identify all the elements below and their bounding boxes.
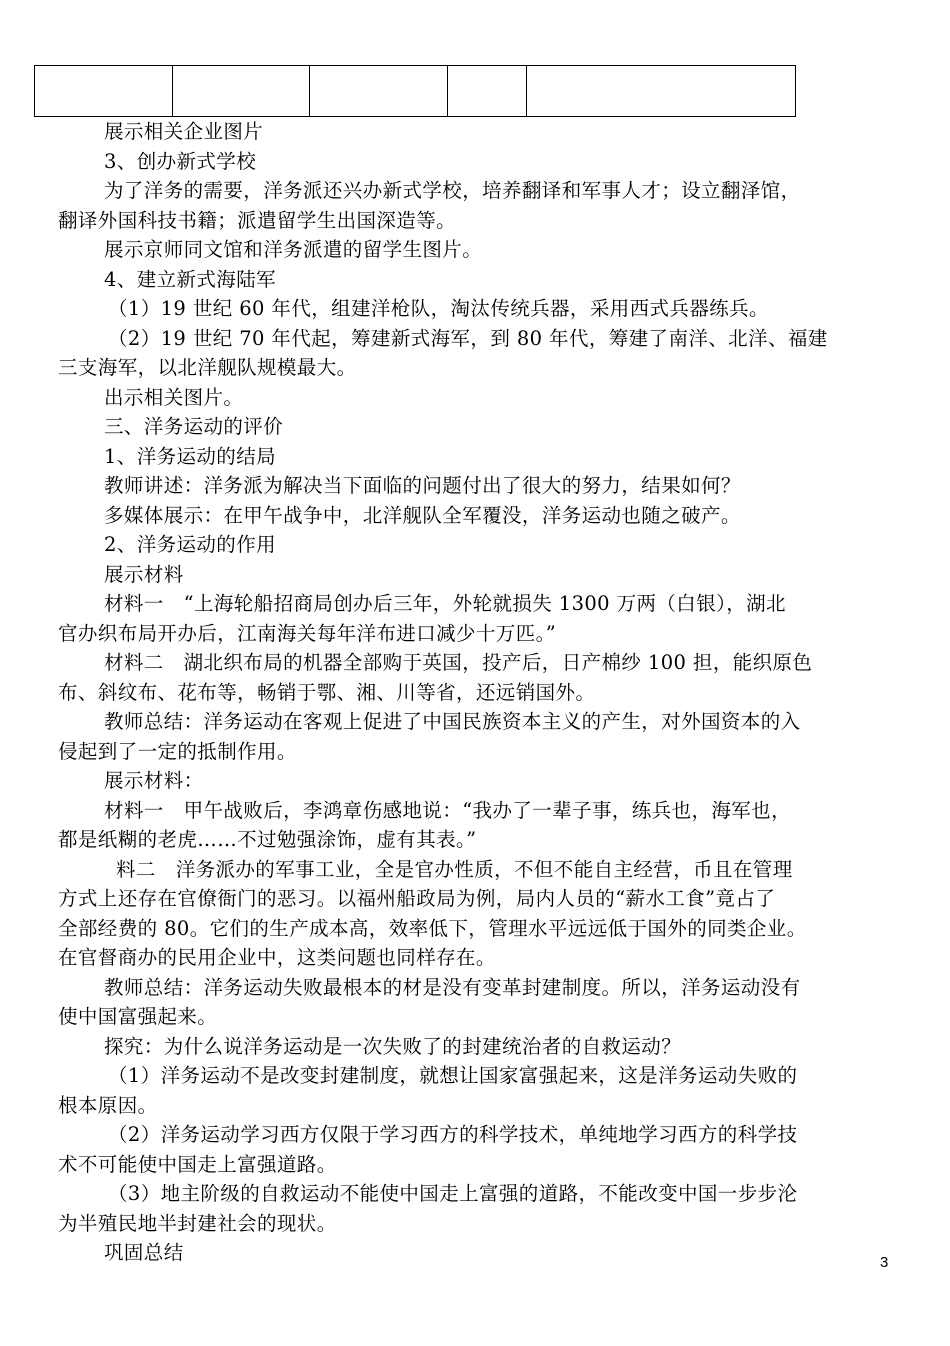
text-line: 材料一 甲午战败后，李鸿章伤感地说：“我办了一辈子事，练兵也，海军也，	[104, 798, 791, 822]
table-cell	[448, 66, 527, 117]
table-cell	[527, 66, 796, 117]
table-cell	[310, 66, 448, 117]
text-line: 展示材料：	[104, 769, 204, 792]
text-line: 术不可能使中国走上富强道路。	[58, 1152, 337, 1176]
text-line: 全部经费的 80。它们的生产成本高，效率低下，管理水平远远低于国外的同类企业。	[58, 916, 807, 940]
table-cell	[35, 66, 173, 117]
text-line: 三支海军，以北洋舰队规模最大。	[58, 356, 357, 379]
text-line: 材料二 湖北织布局的机器全部购于英国，投产后，日产棉纱 100 担，能织原色	[104, 651, 813, 674]
text-line: （3）地主阶级的自救运动不能使中国走上富强的道路，不能改变中国一步步沦	[108, 1182, 798, 1205]
text-line: （1）洋务运动不是改变封建制度，就想让国家富强起来，这是洋务运动失败的	[108, 1064, 798, 1087]
text-line: 官办织布局开办后，江南海关每年洋布进口减少十万匹。”	[58, 621, 557, 645]
body-text	[58, 117, 894, 1268]
text-line: 教师总结：洋务运动失败最根本的材是没有变革封建制度。所以，洋务运动没有	[104, 975, 801, 999]
text-line: 为半殖民地半封建社会的现状。	[58, 1211, 337, 1235]
text-line: 侵起到了一定的抵制作用。	[58, 739, 297, 763]
section-heading: 三、洋务运动的评价	[104, 415, 284, 438]
page-number: 3	[880, 1254, 889, 1271]
table-cell	[173, 66, 310, 117]
text-line: 料二 洋务派办的军事工业，全是官办性质，不但不能自主经营，币且在管理	[116, 857, 793, 881]
text-line: 在官督商办的民用企业中，这类问题也同样存在。	[58, 946, 496, 969]
text-line: 翻译外国科技书籍；派遣留学生出国深造等。	[58, 208, 457, 232]
text-line: 展示材料	[104, 562, 184, 586]
text-line: 根本原因。	[58, 1093, 158, 1117]
text-line: 教师总结：洋务运动在客观上促进了中国民族资本主义的产生，对外国资本的入	[104, 710, 801, 733]
text-line: （1）19 世纪 60 年代，组建洋枪队，淘汰传统兵器，采用西式兵器练兵。	[108, 297, 769, 320]
text-line: （2）洋务运动学习西方仅限于学习西方的科学技术，单纯地学习西方的科学技	[108, 1123, 798, 1146]
text-line: （2）19 世纪 70 年代起，筹建新式海军，到 80 年代，筹建了南洋、北洋、福建	[108, 326, 828, 350]
text-line: 探究：为什么说洋务运动是一次失败了的封建统治者的自救运动？	[104, 1034, 682, 1058]
section-heading: 2、洋务运动的作用	[104, 533, 277, 556]
section-heading: 巩固总结	[104, 1241, 184, 1264]
text-line: 出示相关图片。	[104, 385, 244, 409]
text-line: 使中国富强起来。	[58, 1005, 218, 1028]
text-line: 材料一 “上海轮船招商局创办后三年，外轮就损失 1300 万两（白银），湖北	[104, 592, 786, 615]
table-row	[35, 66, 796, 117]
section-heading: 3、创办新式学校	[104, 149, 257, 173]
text-line: 多媒体展示：在甲午战争中，北洋舰队全军覆没，洋务运动也随之破产。	[104, 503, 741, 527]
text-line: 方式上还存在官僚衙门的恶习。以福州船政局为例，局内人员的“薪水工食”竟占了	[58, 887, 776, 910]
section-heading: 1、洋务运动的结局	[104, 444, 277, 468]
text-line: 展示相关企业图片	[104, 120, 264, 143]
text-line: 为了洋务的需要，洋务派还兴办新式学校，培养翻译和军事人才；设立翻泽馆，	[104, 179, 801, 202]
text-line: 教师讲述：洋务派为解决当下面临的问题付出了很大的努力，结果如何？	[104, 474, 741, 497]
text-line: 都是纸糊的老虎……不过勉强涂饰，虚有其表。”	[58, 828, 477, 851]
text-line: 布、斜纹布、花布等，畅销于鄂、湘、川等省，还远销国外。	[58, 680, 596, 704]
table-fragment	[34, 65, 796, 117]
text-line: 展示京师同文馆和洋务派遣的留学生图片。	[104, 238, 483, 261]
section-heading: 4、建立新式海陆军	[104, 267, 277, 291]
